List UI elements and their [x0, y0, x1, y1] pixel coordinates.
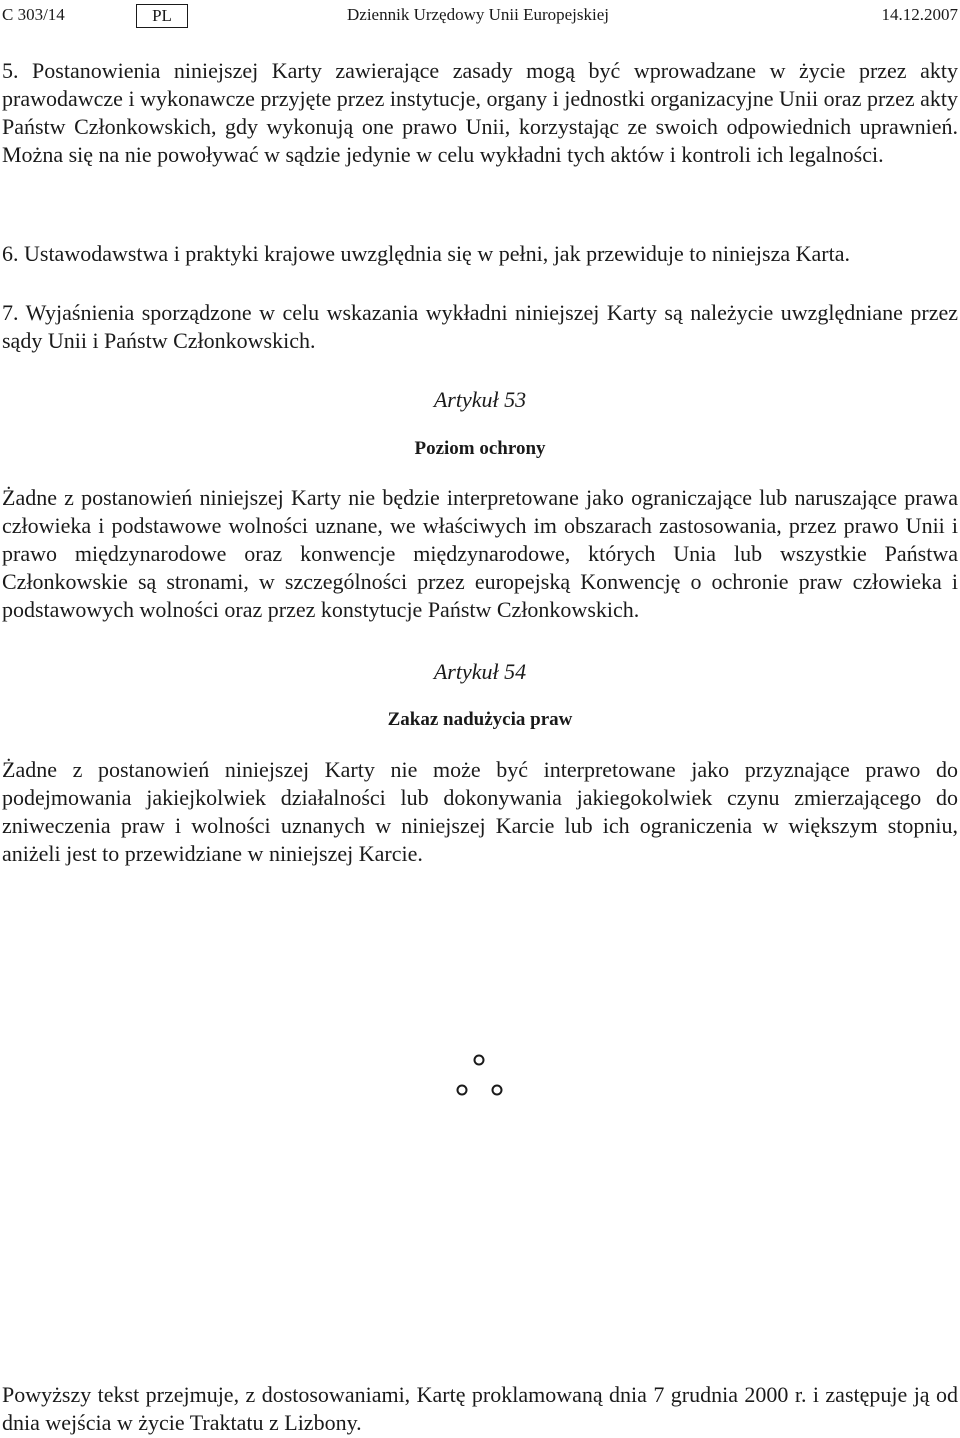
article-53-number: Artykuł 53: [433, 387, 527, 412]
language-box: PL: [136, 4, 188, 28]
paragraph-5: 5. Postanowienia niniejszej Karty zawierające zasady mogą być wprowadzane w życie przez akty prawodawcze i wykonawcze przyjęte przez instytucje, organy i jednostki organizacyjne Unii oraz przez akty Państw Członkowskich, gdy wykonują one prawo Unii, korzystając ze swoich odpowiednich uprawnień. Można się na nie powoływać w sądzie jedynie w celu wykładni tych aktów i kontroli ich legalności.: [2, 58, 958, 167]
article-54-text: Żadne z postanowień niniejszej Karty nie może być interpretowane jako przyznające prawo do podejmowania jakiejkolwiek działalności lub dokonywania jakiegokolwiek czynu zmierzającego do zniweczenia praw i wolności uznanych w niniejszej Karcie lub ich ograniczenia w większym stopniu, aniżeli jest to przewidziane w niniejszej Karcie.: [2, 757, 958, 866]
separator-circle-right: [493, 1086, 502, 1095]
article-53-text: Żadne z postanowień niniejszej Karty nie będzie interpretowane jako ograniczające lub naruszające prawa człowieka i podstawowe wolności uznane, we właściwych im obszarach zastosowania, przez prawo Unii i prawo międzynarodowe oraz konwencje międzynarodowe, których Unia lub wszystkie Państwa Członkowskie są stronami, w szczególności przez europejską Konwencję o ochronie praw człowieka i podstawowych wolności oraz przez konstytucje Państw Członkowskich.: [2, 485, 958, 622]
journal-title: Dziennik Urzędowy Unii Europejskiej: [347, 5, 610, 24]
article-53-title: Poziom ochrony: [414, 438, 546, 459]
paragraph-6: 6. Ustawodawstwa i praktyki krajowe uwzględnia się w pełni, jak przewiduje to niniejsza Karta.: [2, 241, 850, 266]
triple-circle-separator: [0, 1050, 960, 1100]
paragraph-7: 7. Wyjaśnienia sporządzone w celu wskazania wykładni niniejszej Karty są należycie uwzględniane przez sądy Unii i Państw Członkowskich.: [2, 300, 958, 353]
page-header: [2, 4, 958, 30]
article-54-title: Zakaz nadużycia praw: [387, 709, 573, 730]
separator-circle-left: [458, 1086, 467, 1095]
publication-reference: C 303/14: [2, 5, 65, 24]
footer-note: Powyższy tekst przejmuje, z dostosowaniami, Kartę proklamowaną dnia 7 grudnia 2000 r. i zastępuje ją od dnia wejścia w życie Traktatu z Lizbony.: [2, 1382, 958, 1435]
article-54-number: Artykuł 54: [433, 659, 527, 684]
publication-date: 14.12.2007: [881, 5, 958, 24]
separator-circle-top: [475, 1056, 484, 1065]
